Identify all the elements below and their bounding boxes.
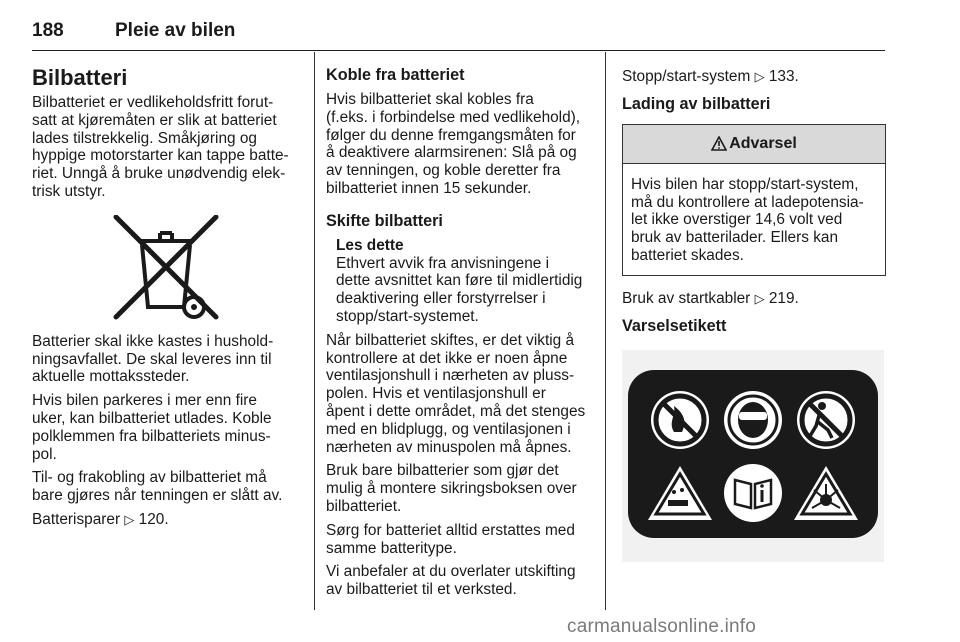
paragraph: Batterier skal ikke kastes i hushold- ningsavfallet. De skal leveres inn til aktuelle mottakssteder. <box>32 332 274 386</box>
paragraph: Vi anbefaler at du overlater utskifting av bilbatteriet til et verksted. <box>326 563 576 599</box>
warning-triangle-icon <box>711 136 727 151</box>
warning-text: Hvis bilen har stopp/start-system, må du kontrollere at ladepotensia- let ikke overstiger 14,6 volt ved bruk av batterilader. Ellers kan batteriet skades. <box>631 175 864 264</box>
cross-reference[interactable]: Stopp/start-system ▷ 133. <box>622 68 799 85</box>
page-ref-number: 120. <box>138 510 169 528</box>
paragraph: Bruk bare bilbatterier som gjør det mulig å montere sikringsboksen over bilbatteriet. <box>326 462 577 515</box>
no-fire-icon <box>651 391 709 449</box>
battery-warning-label-image <box>622 350 884 562</box>
paragraph: Når bilbatteriet skiftes, er det viktig å kontrollere at det ikke er noen åpne ventilasjonshull i nærheten av pluss- polen. Hvis et ventilasjonshull er åpent i dette området, må det stenges med en blidplugg, og ventilasjonen i nærheten av minuspolen må åpnes. <box>326 331 586 456</box>
column-divider <box>605 52 606 610</box>
page-ref-arrow-icon: ▷ <box>124 512 135 528</box>
paragraph: Hvis bilen parkeres i mer enn fire uker, kan bilbatteriet utlades. Koble polklemmen fra bilbatteriets minus- pol. <box>32 392 272 463</box>
paragraph: Bilbatteriet er vedlikeholdsfritt forut- satt at kjøremåten er slik at batteriet lades tilstrekkelig. Småkjøring og hyppige motorstarter kan tappe batte- riet. Unngå å bruke unødvendig elek- trisk utstyr. <box>32 94 289 200</box>
column-1 <box>32 54 304 536</box>
crossed-out-wheelie-bin-icon <box>76 215 264 325</box>
watermark: carmanualsonline.info <box>567 616 757 637</box>
section-heading-koble-fra-batteriet: Koble fra batteriet <box>326 66 465 84</box>
column-2 <box>326 54 596 605</box>
page-header <box>32 20 885 51</box>
page-ref-number: 219. <box>768 289 799 307</box>
column-3 <box>622 54 886 562</box>
read-manual-icon <box>724 464 782 522</box>
battery-warning-label <box>622 350 884 562</box>
page-ref-arrow-icon: ▷ <box>754 291 765 307</box>
paragraph: Hvis bilbatteriet skal kobles fra (f.eks. i forbindelse med vedlikehold), følger du denne fremgangsmåten for å deaktivere alarmsirenen: Slå på og av tenningen, og koble deretter fra bilbatteriet innen 15 sekunder. <box>326 91 581 197</box>
cross-reference[interactable]: Batterisparer ▷ 120. <box>32 510 169 528</box>
paragraph: Til- og frakobling av bilbatteriet må bare gjøres når tenningen er slått av. <box>32 469 283 505</box>
column-divider <box>314 52 315 610</box>
paragraph: Sørg for batteriet alltid erstattes med samme batteritype. <box>326 521 575 557</box>
chapter-title: Pleie av bilen <box>115 20 236 41</box>
warning-title: Advarsel <box>729 134 797 152</box>
page-ref-number: 133. <box>768 68 799 85</box>
warning-header <box>623 125 885 164</box>
section-heading-skifte-bilbatteri: Skifte bilbatteri <box>326 211 443 230</box>
note-box: Les dette Ethvert avvik fra anvisningene i dette avsnittet kan føre til midlertidig deaktivering eller forstyrrelser i stopp/start-systemet. <box>336 237 596 326</box>
eye-protection-icon <box>724 391 782 449</box>
section-heading-lading-av-bilbatteri: Lading av bilbatteri <box>622 94 771 113</box>
warning-box <box>622 124 886 276</box>
section-heading-varselsetikett: Varselsetikett <box>622 316 727 335</box>
keep-away-from-children-icon <box>797 391 855 449</box>
page-ref-arrow-icon: ▷ <box>754 70 765 85</box>
cross-reference[interactable]: Bruk av startkabler ▷ 219. <box>622 289 799 307</box>
section-heading-bilbatteri: Bilbatteri <box>32 65 128 90</box>
page-number: 188 <box>32 20 64 41</box>
note-title: Les dette <box>336 236 404 254</box>
